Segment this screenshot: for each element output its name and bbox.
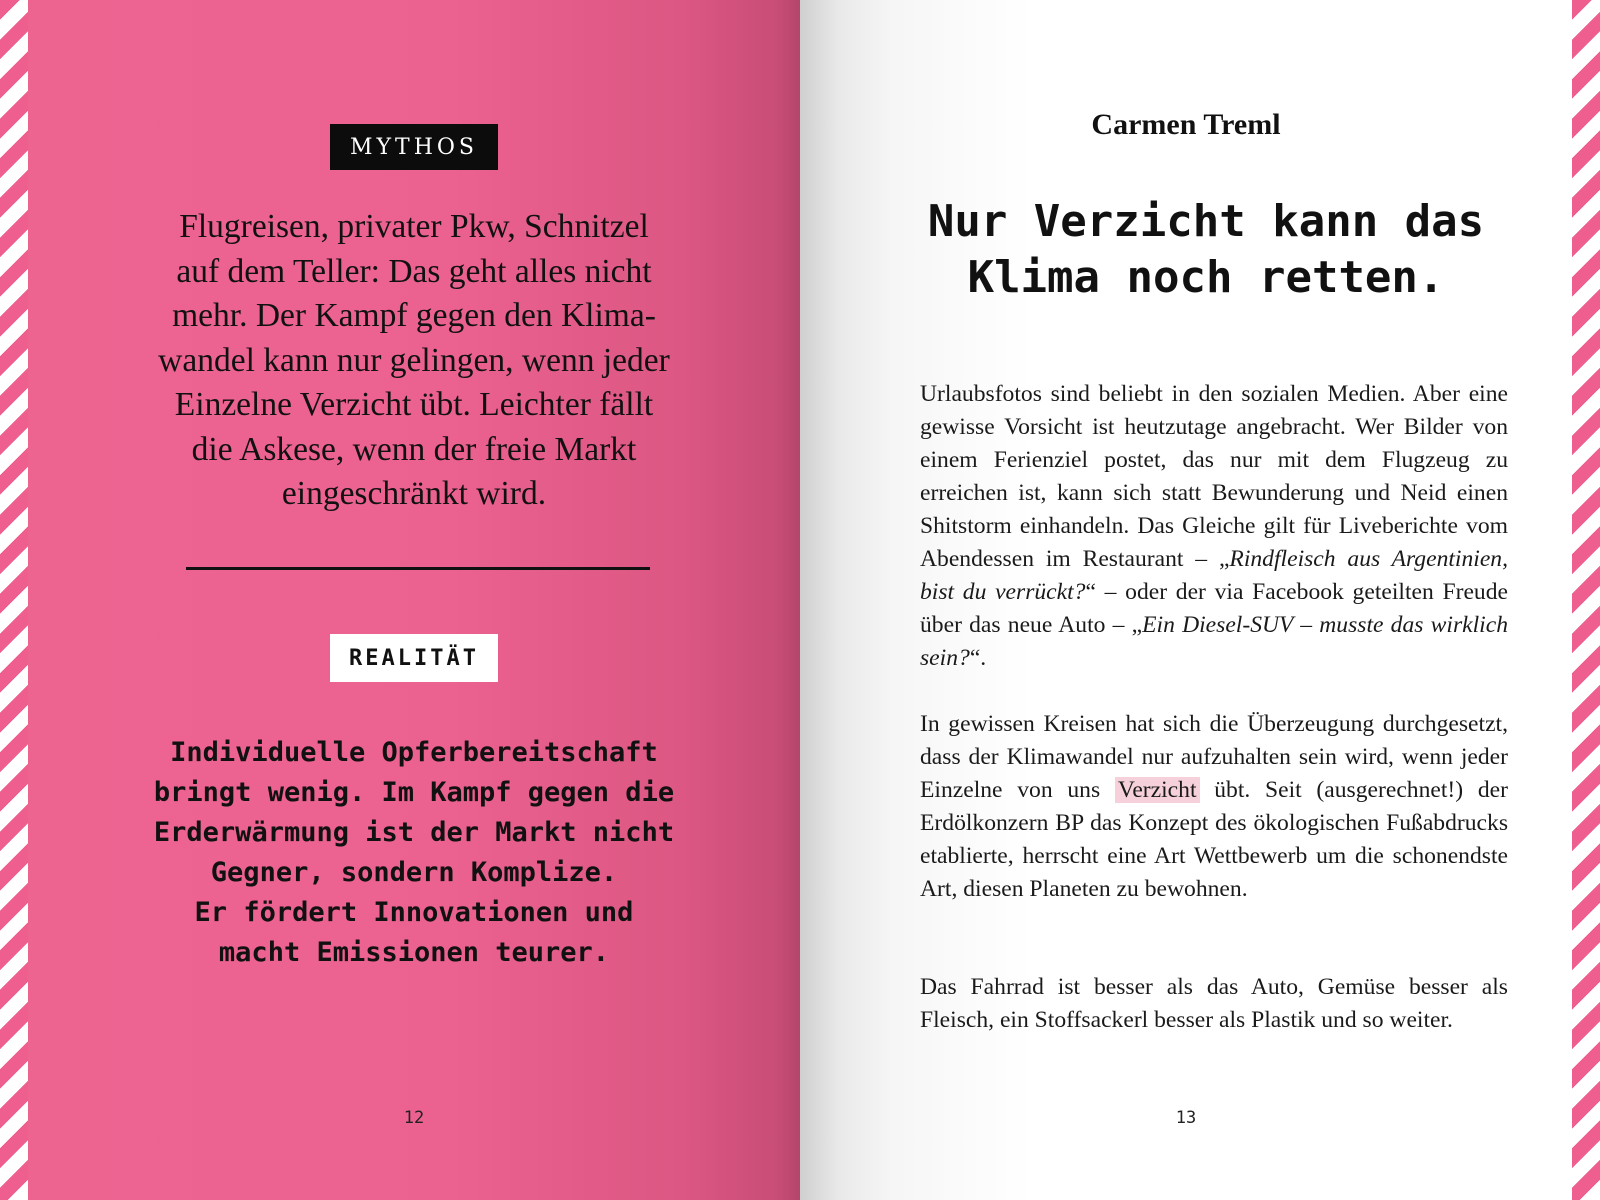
reality-line: Erderwärmung ist der Markt nicht (153, 817, 675, 848)
quote-text: Rindfleisch aus Argentinien, bist du verrückt? (920, 546, 1508, 605)
quote-text: Ein Diesel-SUV – musste das wirklich sein? (920, 612, 1508, 671)
reality-label: REALITÄT (330, 634, 498, 682)
paragraph-text: übt. Seit (ausgerechnet!) der Erdölkonzern BP das Konzept des ökologischen Fußabdrucks etablierte, herrscht eine Art Wettbewerb um die schonendste Art, diesen Planeten zu bewohnen. (920, 777, 1508, 902)
right-page (800, 0, 1572, 1200)
left-striped-edge (0, 0, 28, 1200)
myth-line: auf dem Teller: Das geht alles nicht (176, 252, 652, 290)
reality-line: Gegner, sondern Komplize. (210, 857, 618, 888)
body-paragraph-1 (920, 378, 1508, 675)
reality-line: macht Emissionen teurer. (218, 937, 610, 968)
myth-line: Einzelne Verzicht übt. Leichter fällt (174, 386, 654, 423)
myth-line: wandel kann nur gelingen, wenn jeder (158, 341, 670, 379)
page-number-right: 13 (1175, 1108, 1197, 1128)
myth-line: mehr. Der Kampf gegen den Klima- (172, 297, 656, 334)
title-line: Klima noch retten. (967, 252, 1445, 303)
right-striped-edge (1572, 0, 1600, 1200)
left-page (28, 0, 800, 1200)
title-line: Nur Verzicht kann das (927, 196, 1485, 247)
myth-line: die Askese, wenn der freie Markt (191, 430, 637, 468)
myth-text (108, 205, 720, 517)
section-divider (186, 567, 650, 570)
reality-text (88, 733, 740, 973)
myth-label: MYTHOS (330, 124, 498, 170)
myth-line: eingeschränkt wird. (281, 475, 547, 512)
author-name: Carmen Treml (1091, 108, 1281, 141)
page-title (886, 194, 1526, 306)
reality-line: bringt wenig. Im Kampf gegen die (153, 777, 675, 808)
paragraph-text: “. (969, 645, 987, 671)
reality-line: Individuelle Opferbereitschaft (170, 737, 658, 768)
paragraph-text: In gewissen Kreisen hat sich die Überzeugung durchgesetzt, dass der Klimawandel nur aufzuhalten sein wird, wenn jeder Einzelne von uns (920, 711, 1508, 803)
page-number-left: 12 (403, 1108, 425, 1128)
body-paragraph-3 (920, 971, 1508, 1037)
highlighted-word: Verzicht (1115, 777, 1200, 803)
myth-line: Flugreisen, privater Pkw, Schnitzel (179, 208, 649, 245)
reality-line: Er fördert Innovationen und (194, 897, 634, 928)
paragraph-text: “ – oder der via Facebook geteilten Freude über das neue Auto – „ (920, 579, 1508, 638)
body-paragraph-2 (920, 708, 1508, 906)
paragraph-text: Das Fahrrad ist besser als das Auto, Gemüse besser als Fleisch, ein Stoffsackerl besser als Plastik und so weiter. (920, 974, 1508, 1033)
paragraph-text: Urlaubsfotos sind beliebt in den sozialen Medien. Aber eine gewisse Vorsicht ist heutzutage angebracht. Wer Bilder von einem Ferienziel postet, das nur mit dem Flugzeug zu erreichen ist, kann sich statt Bewunderung und Neid einen Shitstorm einhandeln. Das Gleiche gilt für Liveberichte vom Abendessen im Restaurant – „ (920, 381, 1508, 572)
